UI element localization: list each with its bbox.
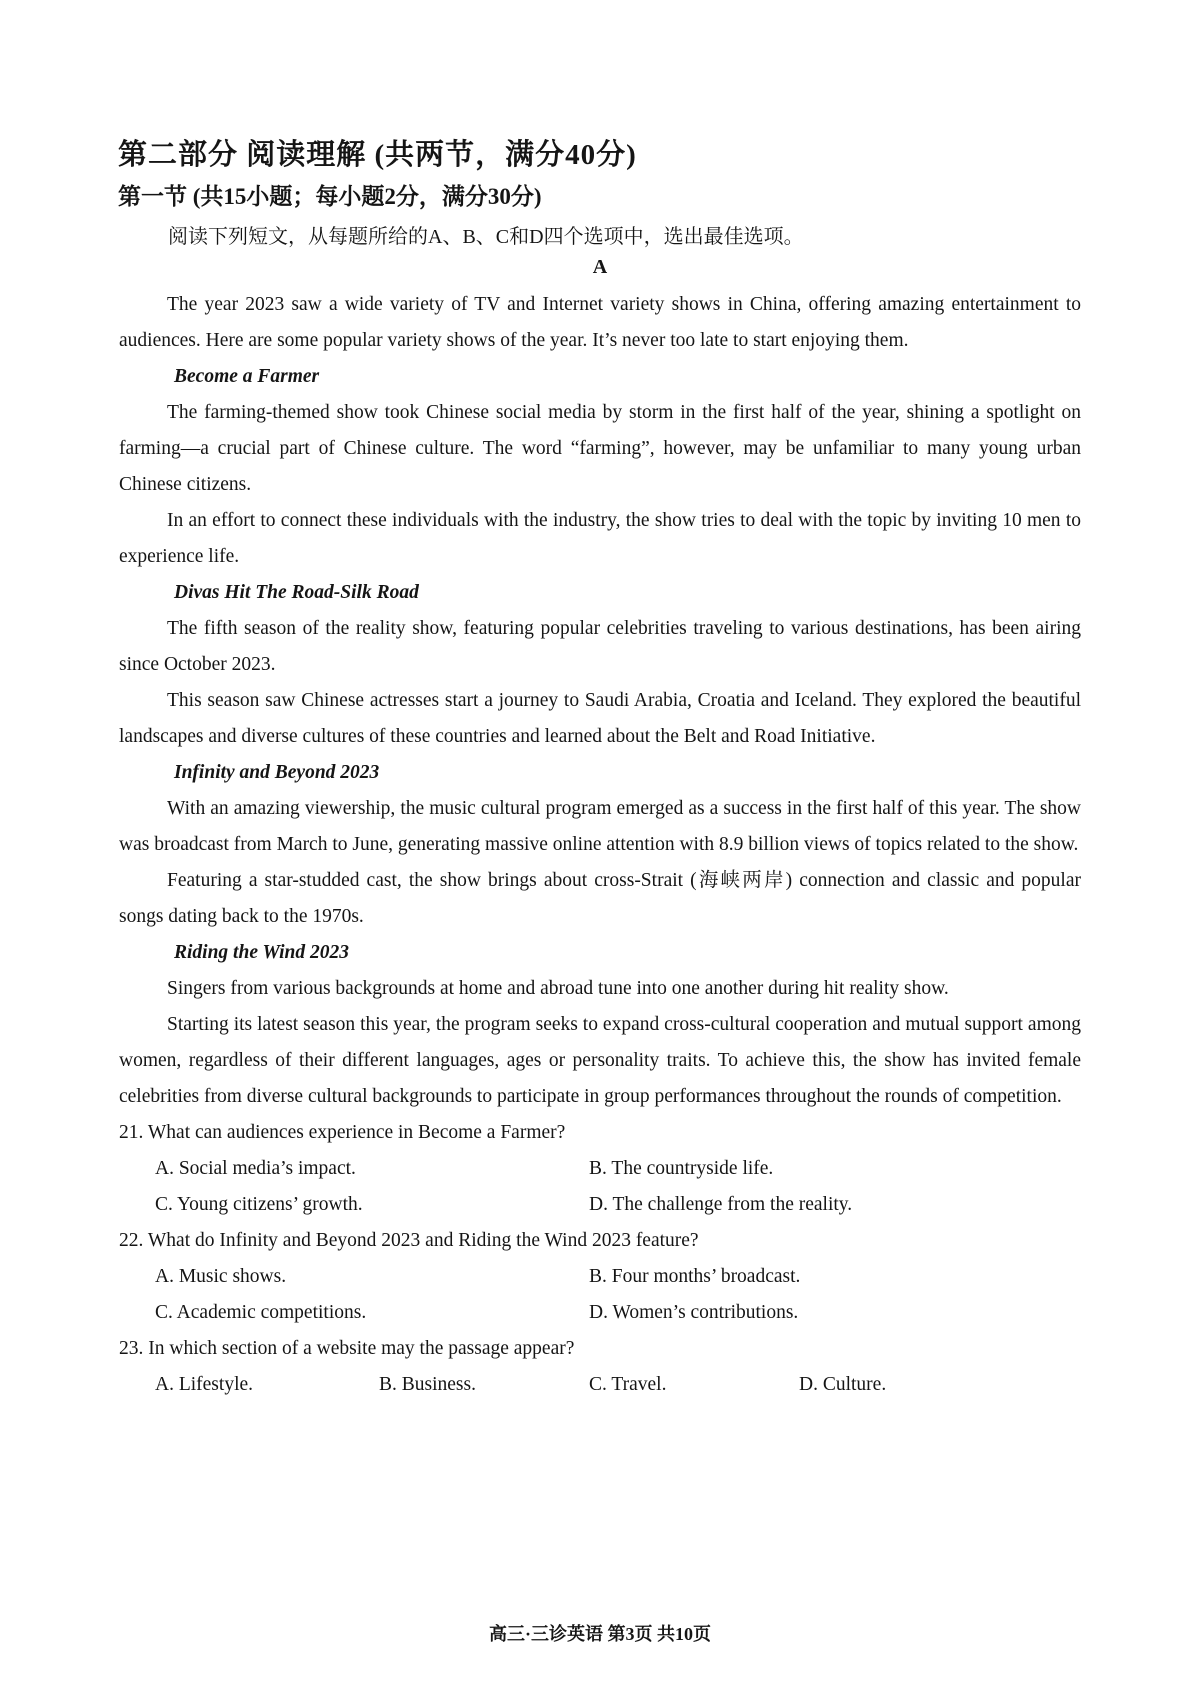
- section-title: 第一节 (共15小题；每小题2分，满分30分): [118, 184, 542, 209]
- option-d: D. Women’s contributions.: [589, 1302, 799, 1323]
- part-title: 第二部分 阅读理解 (共两节，满分40分): [118, 139, 637, 171]
- paragraph: Singers from various backgrounds at home and abroad tune into one another during hit reality show.: [167, 978, 949, 999]
- question-23: 23. In which section of a website may the passage appear?: [119, 1338, 575, 1359]
- show-title-infinity: Infinity and Beyond 2023: [174, 762, 380, 783]
- question-22: 22. What do Infinity and Beyond 2023 and Riding the Wind 2023 feature?: [119, 1230, 699, 1251]
- paragraph: This season saw Chinese actresses start a journey to Saudi Arabia, Croatia and Iceland. They explored the beautiful landscapes and diverse cultures of these countries and learned about the Belt and Road Initiative.: [119, 690, 1081, 747]
- question-21: 21. What can audiences experience in Become a Farmer?: [119, 1122, 566, 1143]
- passage-body: [119, 287, 1081, 1403]
- passage-label: A: [592, 256, 608, 278]
- option-c: C. Travel.: [589, 1374, 667, 1395]
- question-21-options-row2: [119, 1187, 1081, 1223]
- show-title-farmer: Become a Farmer: [174, 366, 320, 387]
- paragraph: The fifth season of the reality show, featuring popular celebrities traveling to various destinations, has been airing since October 2023.: [119, 618, 1081, 675]
- question-22-options-row1: [119, 1259, 1081, 1295]
- question-21-options-row1: [119, 1151, 1081, 1187]
- option-b: B. The countryside life.: [589, 1158, 774, 1179]
- option-b: B. Four months’ broadcast.: [589, 1266, 801, 1287]
- question-22-options-row2: [119, 1295, 1081, 1331]
- paragraph: The farming-themed show took Chinese social media by storm in the first half of the year, shining a spotlight on farming—a crucial part of Chinese culture. The word “farming”, however, may be unfamiliar to many young urban Chinese citizens.: [119, 402, 1081, 495]
- show-title-riding: Riding the Wind 2023: [174, 942, 350, 963]
- paragraph: In an effort to connect these individuals with the industry, the show tries to deal with the topic by inviting 10 men to experience life.: [119, 510, 1081, 567]
- option-c: C. Young citizens’ growth.: [155, 1194, 363, 1215]
- option-d: D. The challenge from the reality.: [589, 1194, 853, 1215]
- paragraph: Starting its latest season this year, the program seeks to expand cross-cultural cooperation and mutual support among women, regardless of their different languages, ages or personality traits. To achieve this, the show has invited female celebrities from diverse cultural backgrounds to participate in group performances throughout the rounds of competition.: [119, 1014, 1081, 1107]
- question-23-options: [119, 1367, 1081, 1403]
- option-b: B. Business.: [379, 1374, 476, 1395]
- page-footer: 高三·三诊英语 第3页 共10页: [488, 1624, 711, 1644]
- option-a: A. Music shows.: [155, 1266, 287, 1287]
- paragraph: With an amazing viewership, the music cultural program emerged as a success in the first half of this year. The show was broadcast from March to June, generating massive online attention with 8.9 billion views of topics related to the show.: [119, 798, 1081, 855]
- option-d: D. Culture.: [799, 1374, 887, 1395]
- paragraph: Featuring a star-studded cast, the show brings about cross-Strait (海峡两岸) connection and classic and popular songs dating back to the 1970s.: [119, 870, 1081, 927]
- option-a: A. Lifestyle.: [155, 1374, 254, 1395]
- option-a: A. Social media’s impact.: [155, 1158, 356, 1179]
- show-title-divas: Divas Hit The Road-Silk Road: [174, 582, 419, 603]
- option-c: C. Academic competitions.: [155, 1302, 367, 1323]
- instruction: 阅读下列短文，从每题所给的A、B、C和D四个选项中，选出最佳选项。: [168, 226, 804, 248]
- intro-paragraph: The year 2023 saw a wide variety of TV and Internet variety shows in China, offering amazing entertainment to audiences. Here are some popular variety shows of the year. It’s never too late to start enjoying them.: [119, 294, 1081, 351]
